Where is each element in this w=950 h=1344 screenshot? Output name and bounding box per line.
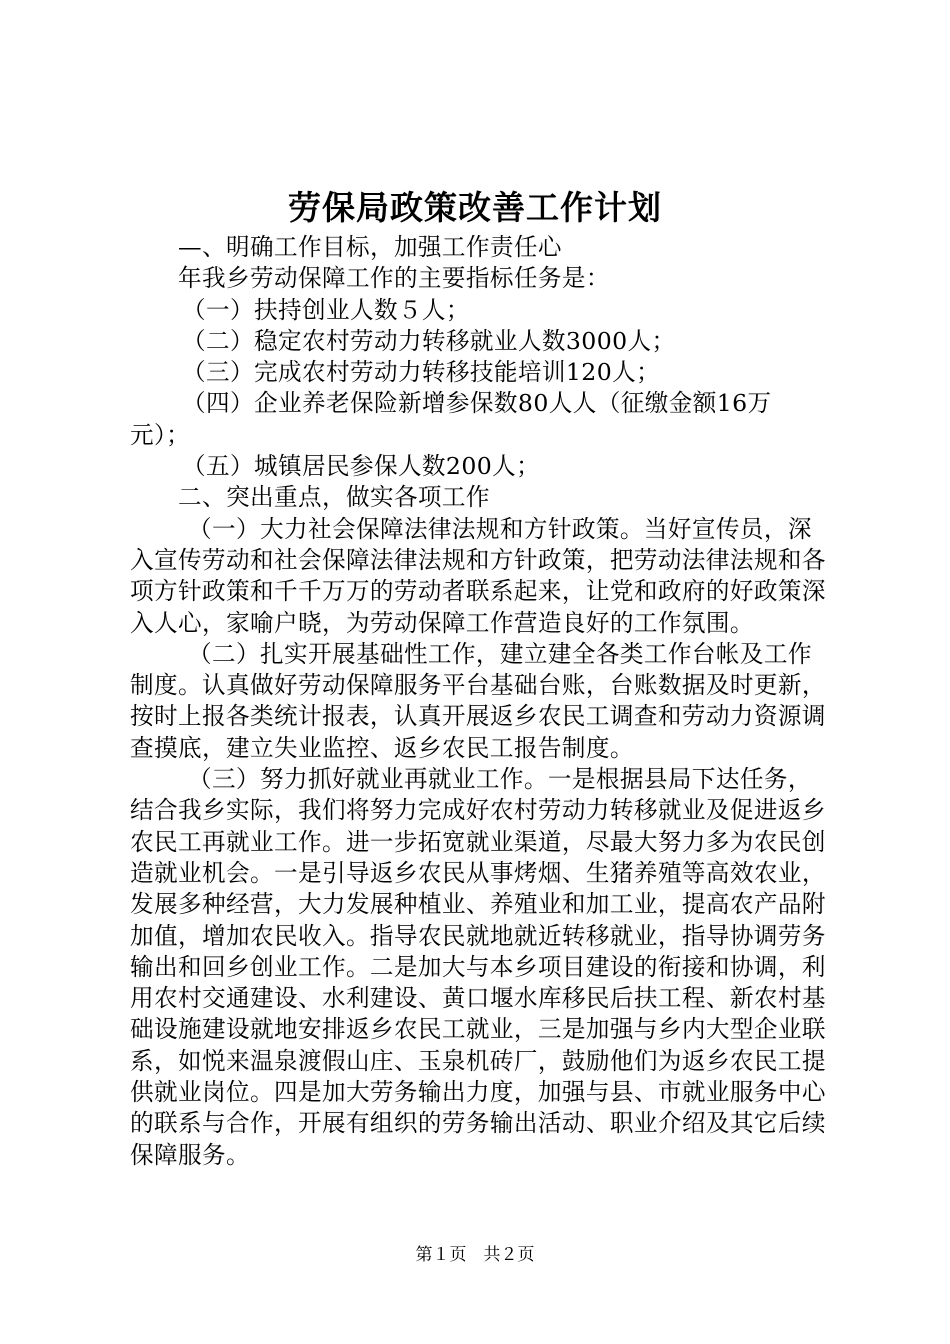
work-paragraph-1: （一）大力社会保障法律法规和方针政策。当好宣传员，深入宣传劳动和社会保障法律法规和方针政策，把劳动法律法规和各项方针政策和千千万万的劳动者联系起来，让党和政府的好政策深入人心，家喻户晓，为劳动保障工作营造良好的工作氛围。: [130, 514, 826, 637]
document-body: [130, 232, 830, 1171]
work-paragraph-2: （二）扎实开展基础性工作，建立建全各类工作台帐及工作制度。认真做好劳动保障服务平台基础台账，台账数据及时更新，按时上报各类统计报表，认真开展返乡农民工调查和劳动力资源调查摸底，建立失业监控、返乡农民工报告制度。: [130, 639, 826, 762]
task-item-4: （四）企业养老保险新增参保数80人人（征缴金额16万元）；: [130, 389, 772, 449]
task-item-5: （五）城镇居民参保人数200人；: [182, 452, 541, 481]
task-intro: 年我乡劳动保障工作的主要指标任务是：: [178, 264, 610, 293]
page-footer: 第１页 共２页: [415, 1245, 535, 1265]
task-item-3: （三）完成农村劳动力转移技能培训120人；: [182, 358, 661, 387]
section-heading-2: 二、突出重点，做实各项工作: [178, 483, 490, 512]
task-item-1: （一）扶持创业人数５人；: [182, 295, 470, 324]
section-heading-1: —、明确工作目标，加强工作责任心: [178, 233, 562, 261]
work-paragraph-3: （三）努力抓好就业再就业工作。一是根据县局下达任务，结合我乡实际，我们将努力完成好农村劳动力转移就业及促进返乡农民工再就业工作。进一步拓宽就业渠道，尽最大努力多为农民创造就业机会。一是引导返乡农民从事烤烟、生猪养殖等高效农业，发展多种经营，大力发展种植业、养殖业和加工业，提高农产品附加值，增加农民收入。指导农民就地就近转移就业，指导协调劳务输出和回乡创业工作。二是加大与本乡项目建设的衔接和协调，利用农村交通建设、水利建设、黄口堰水库移民后扶工程、新农村基础设施建设就地安排返乡农民工就业，三是加强与乡内大型企业联系，如悦来温泉渡假山庄、玉泉机砖厂，鼓励他们为返乡农民工提供就业岗位。四是加大劳务输出力度，加强与县、市就业服务中心的联系与合作，开展有组织的劳务输出活动、职业介绍及其它后续保障服务。: [130, 765, 826, 1169]
task-item-2: （二）稳定农村劳动力转移就业人数3000人；: [182, 326, 676, 355]
document-title: 劳保局政策改善工作计划: [288, 188, 662, 227]
